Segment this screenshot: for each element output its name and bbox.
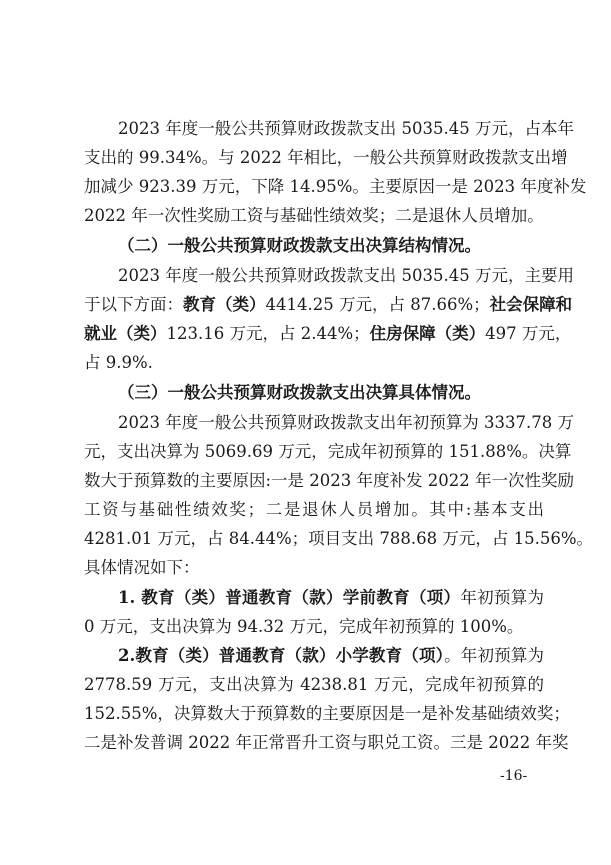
bold-text-run: 住房保障（类） <box>369 324 486 343</box>
text-run: 2023 年度一般公共预算财政拨款支出 5035.45 万元，主要用 <box>118 266 574 285</box>
bold-text-run: （二）一般公共预算财政拨款支出决算结构情况。 <box>118 236 481 255</box>
p3-line-2 <box>84 441 572 463</box>
section-heading-2 <box>118 235 544 257</box>
text-run: 2778.59 万元，支出决算为 4238.81 万元，完成年初预算的 <box>84 675 544 694</box>
item-1-line-1 <box>118 587 544 609</box>
p1-line-3 <box>84 176 587 198</box>
bold-text-run: 就业（类） <box>84 324 167 343</box>
text-run: 2023 年度一般公共预算财政拨款支出 5035.45 万元，占本年 <box>118 119 574 138</box>
item-2-line-1 <box>118 645 544 667</box>
p1-line-4 <box>84 205 544 227</box>
p1-line-1 <box>118 118 574 140</box>
bold-text-run: 2.教育（类）普通教育（款）小学教育（项） <box>118 646 445 665</box>
p3-line-6 <box>84 557 544 579</box>
text-run: 二是补发普调 2022 年正常晋升工资与职兑工资。三是 2022 年奖 <box>84 733 569 752</box>
text-run: 4281.01 万元，占 84.44%；项目支出 788.68 万元，占 15.56%。 <box>84 529 594 548</box>
text-run: 具体情况如下： <box>84 558 200 577</box>
text-run: 4414.25 万元，占 87.66%； <box>265 295 490 314</box>
text-run: 2023 年度一般公共预算财政拨款支出年初预算为 3337.78 万 <box>118 413 574 432</box>
text-run: 加减少 923.39 万元，下降 14.95%。主要原因一是 2023 年度补发 <box>84 177 587 196</box>
item-2-line-4 <box>84 732 569 754</box>
text-run: 元，支出决算为 5069.69 万元，完成年初预算的 151.88%。决算 <box>84 442 572 461</box>
p3-line-4 <box>84 499 544 521</box>
bold-text-run: 教育（类） <box>183 295 266 314</box>
p2-line-1 <box>118 265 574 287</box>
page-number: -16- <box>500 768 528 784</box>
text-run: 2022 年一次性奖励工资与基础性绩效奖；二是退休人员增加。 <box>84 206 544 225</box>
text-run: 支出的 99.34%。与 2022 年相比，一般公共预算财政拨款支出增 <box>84 148 568 167</box>
bold-text-run: （三）一般公共预算财政拨款支出决算具体情况。 <box>118 383 481 402</box>
text-run: 123.16 万元，占 2.44%； <box>166 324 370 343</box>
text-run: 497 万元， <box>485 324 572 343</box>
text-run: 工资与基础性绩效奖；二是退休人员增加。其中:基本支出 <box>84 500 544 519</box>
bold-text-run: 1. 教育（类）普通教育（款）学前教育（项） <box>118 588 461 607</box>
bold-text-run: 社会保障和 <box>489 295 573 314</box>
p1-line-2 <box>84 147 568 169</box>
p2-line-3 <box>84 323 572 345</box>
item-1-line-2 <box>84 616 544 638</box>
p3-line-1 <box>118 412 574 434</box>
item-2-line-2 <box>84 674 544 696</box>
text-run: 于以下方面： <box>84 295 183 314</box>
text-run: 。年初预算为 <box>444 646 544 665</box>
item-2-line-3 <box>84 703 570 725</box>
text-run: 占 9.9%. <box>84 353 153 372</box>
p3-line-5 <box>84 528 594 550</box>
text-run: 年初预算为 <box>460 588 544 607</box>
text-run: 数大于预算数的主要原因:一是 2023 年度补发 2022 年一次性奖励 <box>84 471 575 490</box>
p2-line-2 <box>84 294 573 316</box>
section-heading-3 <box>118 382 544 404</box>
p3-line-3 <box>84 470 575 492</box>
text-run: 0 万元，支出决算为 94.32 万元，完成年初预算的 100%。 <box>84 617 524 636</box>
text-run: 152.55%，决算数大于预算数的主要原因是一是补发基础绩效奖； <box>84 704 570 723</box>
p2-line-4 <box>84 352 544 374</box>
